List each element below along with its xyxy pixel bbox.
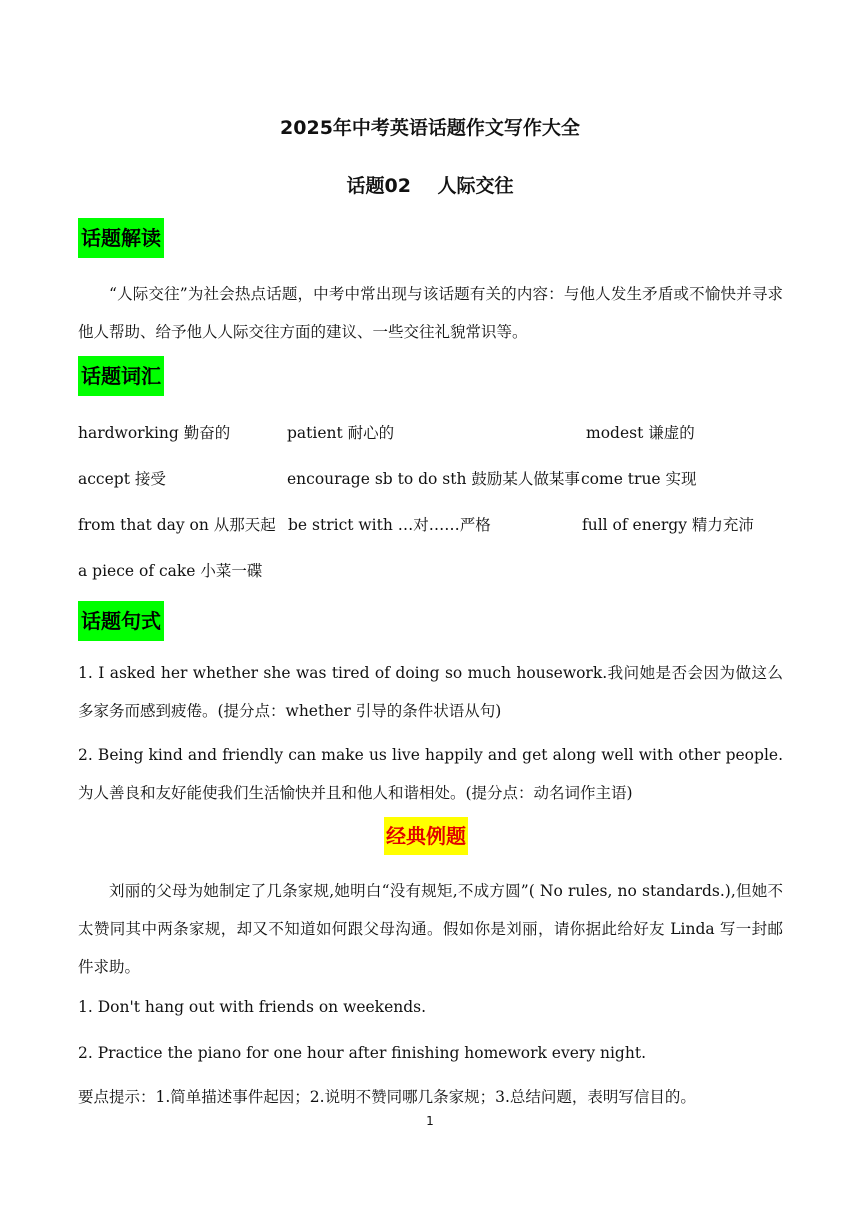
vocab-item: come true 实现 (581, 470, 697, 488)
tips-line: 要点提示：1.简单描述事件起因；2.说明不赞同哪几条家规；3.总结问题，表明写信目的。 (78, 1088, 696, 1106)
rule-item: 1. Don't hang out with friends on weekends. (78, 998, 427, 1016)
vocab-item: be strict with …对……严格 (288, 516, 491, 534)
example-heading: 经典例题 (384, 817, 468, 855)
rule-item: 2. Practice the piano for one hour after finishing homework every night. (78, 1044, 646, 1062)
vocab-heading: 话题词汇 (78, 356, 164, 396)
interpretation-paragraph: “人际交往”为社会热点话题，中考中常出现与该话题有关的内容：与他人发生矛盾或不愉快并寻求他人帮助、给予他人人际交往方面的建议、一些交往礼貌常识等。 (78, 285, 783, 341)
sentence-item: 1. I asked her whether she was tired of doing so much housework.我问她是否会因为做这么多家务而感到疲倦。(提分点：whether 引导的条件状语从句) (78, 664, 783, 720)
sentence-item: 2. Being kind and friendly can make us live happily and get along well with other people.为人善良和友好能使我们生活愉快并且和他人和谐相处。(提分点：动名词作主语) (78, 746, 783, 802)
vocab-item: full of energy 精力充沛 (582, 516, 754, 534)
vocab-item: hardworking 勤奋的 (78, 424, 231, 442)
vocab-item: modest 谦虚的 (586, 424, 695, 442)
interpretation-heading: 话题解读 (78, 218, 164, 258)
vocab-item: accept 接受 (78, 470, 166, 488)
vocab-item: a piece of cake 小菜一碟 (78, 562, 263, 580)
sentence-heading: 话题句式 (78, 601, 164, 641)
page-number: 1 (426, 1114, 434, 1128)
vocab-item: encourage sb to do sth 鼓励某人做某事 (287, 470, 580, 488)
vocab-item: patient 耐心的 (287, 424, 395, 442)
document-title: 2025年中考英语话题作文写作大全 (280, 117, 580, 139)
vocab-item: from that day on 从那天起 (78, 516, 276, 534)
topic-subtitle: 话题02 人际交往 (346, 175, 514, 197)
example-prompt: 刘丽的父母为她制定了几条家规,她明白“没有规矩,不成方圆”( No rules, no standards.),但她不太赞同其中两条家规，却又不知道如何跟父母沟通。假如你是刘丽，请你据此给好友 Linda 写一封邮件求助。 (78, 882, 783, 976)
